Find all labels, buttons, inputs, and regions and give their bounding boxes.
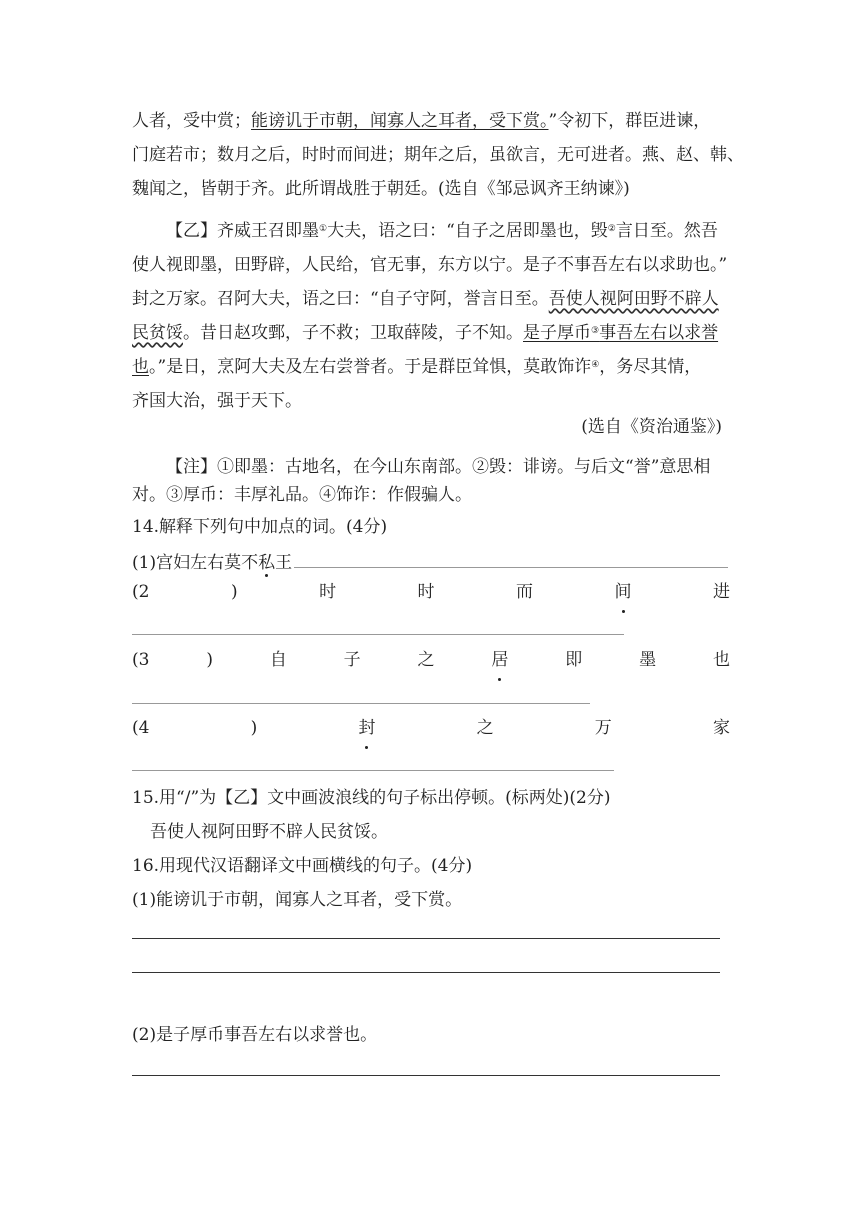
text: 墨 <box>639 650 657 670</box>
text: (1)宫妇左右莫不 <box>132 553 259 573</box>
text: 时 <box>417 582 435 602</box>
text: 而 <box>516 582 534 602</box>
footnote-marker: ④ <box>591 360 600 370</box>
dotted-word: 私 <box>258 553 276 573</box>
text: 即 <box>565 650 583 670</box>
q14-item-3 <box>132 643 730 677</box>
underlined-sentence-2 <box>523 323 718 343</box>
text: 进 <box>713 582 730 602</box>
passage-yi-line-5 <box>132 350 732 384</box>
text: (3 <box>132 650 150 670</box>
footnote-marker: ② <box>607 224 616 234</box>
wavy-underlined-sentence-cont: 民贫馁 <box>132 323 183 343</box>
answer-line[interactable] <box>132 770 614 771</box>
text: ”令初下，群臣进谏， <box>548 111 711 131</box>
text: 是子厚币 <box>523 323 591 343</box>
q15-sentence: 吾使人视阿田野不辟人民贫馁。 <box>150 822 388 842</box>
answer-line[interactable] <box>132 972 720 973</box>
answer-blank[interactable] <box>294 547 728 568</box>
text: 之 <box>476 718 494 738</box>
text: 之 <box>417 650 435 670</box>
text: 封之万家。召阿大夫，语之曰：“自子守阿，誉言日至。 <box>132 289 549 309</box>
text: 时 <box>319 582 337 602</box>
dotted-word: 居 <box>491 643 508 677</box>
text: 【乙】齐威王召即墨 <box>166 221 319 241</box>
passage-jia-line-2: 门庭若市；数月之后，时时而间进；期年之后，虽欲言，无可进者。燕、赵、韩、 <box>132 145 744 165</box>
text: 言日至。然吾 <box>615 221 718 241</box>
text: 万 <box>594 718 612 738</box>
dotted-word: 封 <box>358 711 375 745</box>
passage-yi-line-2: 使人视即墨，田野辟，人民给，官无事，东方以宁。是子不事吾左右以求助也。” <box>132 255 728 275</box>
text: ) <box>230 582 238 602</box>
passage-yi-line-3 <box>132 282 732 316</box>
answer-line[interactable] <box>132 703 590 704</box>
text: 人者，受中赏； <box>132 111 251 131</box>
passage-jia-line-1 <box>132 104 732 138</box>
question-14-title: 14.解释下列句中加点的词。(4分) <box>132 517 388 537</box>
text: 家 <box>712 718 730 738</box>
text: (4 <box>132 718 150 738</box>
answer-line[interactable] <box>132 938 720 939</box>
dotted-word: 间 <box>615 575 632 609</box>
passage-yi-line-4 <box>132 316 732 350</box>
passage-jia-line-3: 魏闻之，皆朝于齐。此所谓战胜于朝廷。(选自《邹忌讽齐王纳谏》) <box>132 179 630 199</box>
text: ，务尽其情， <box>599 357 702 377</box>
source-citation: (选自《资治通鉴》) <box>581 417 722 437</box>
text: 。昔日赵攻鄄，子不救；卫取薛陵，子不知。 <box>183 323 523 343</box>
text: 自 <box>269 650 287 670</box>
text: (2 <box>132 582 150 602</box>
underlined-sentence-1: 能谤讥于市朝，闻寡人之耳者，受下赏。 <box>251 111 549 131</box>
text: 子 <box>343 650 361 670</box>
passage-yi-line-1 <box>166 214 766 248</box>
question-16-title: 16.用现代汉语翻译文中画横线的句子。(4分) <box>132 856 473 876</box>
text: 也 <box>712 650 730 670</box>
q16-sentence-2: (2)是子厚币事吾左右以求誉也。 <box>132 1025 378 1045</box>
answer-line[interactable] <box>132 634 624 635</box>
text: 大夫，语之曰：“自子之居即墨也，毁 <box>327 221 608 241</box>
q14-item-2 <box>132 575 730 609</box>
notes-line-2: 对。③厚币：丰厚礼品。④饰诈：作假骗人。 <box>132 485 472 505</box>
wavy-underlined-sentence: 吾使人视阿田野不辟人 <box>548 289 719 309</box>
q14-item-4 <box>132 711 730 745</box>
text: 事吾左右以求誉 <box>599 323 719 343</box>
question-15-title: 15.用“/”为【乙】文中画波浪线的句子标出停顿。(标两处)(2分) <box>132 788 611 808</box>
text: 。”是日，烹阿大夫及左右尝誉者。于是群臣耸惧，莫敢饰诈 <box>149 357 592 377</box>
text: ) <box>250 718 258 738</box>
passage-yi-line-6: 齐国大治，强于天下。 <box>132 391 302 411</box>
underlined-sentence-2-cont: 也 <box>132 357 149 377</box>
text: ) <box>206 650 213 670</box>
text: 王 <box>275 553 293 573</box>
q16-sentence-1: (1)能谤讥于市朝，闻寡人之耳者，受下赏。 <box>132 890 463 910</box>
notes-line-1: 【注】①即墨：古地名，在今山东南部。②毁：诽谤。与后文“誉”意思相 <box>166 457 711 477</box>
footnote-marker: ① <box>319 224 328 234</box>
answer-line[interactable] <box>132 1075 720 1076</box>
footnote-marker: ③ <box>591 326 600 336</box>
